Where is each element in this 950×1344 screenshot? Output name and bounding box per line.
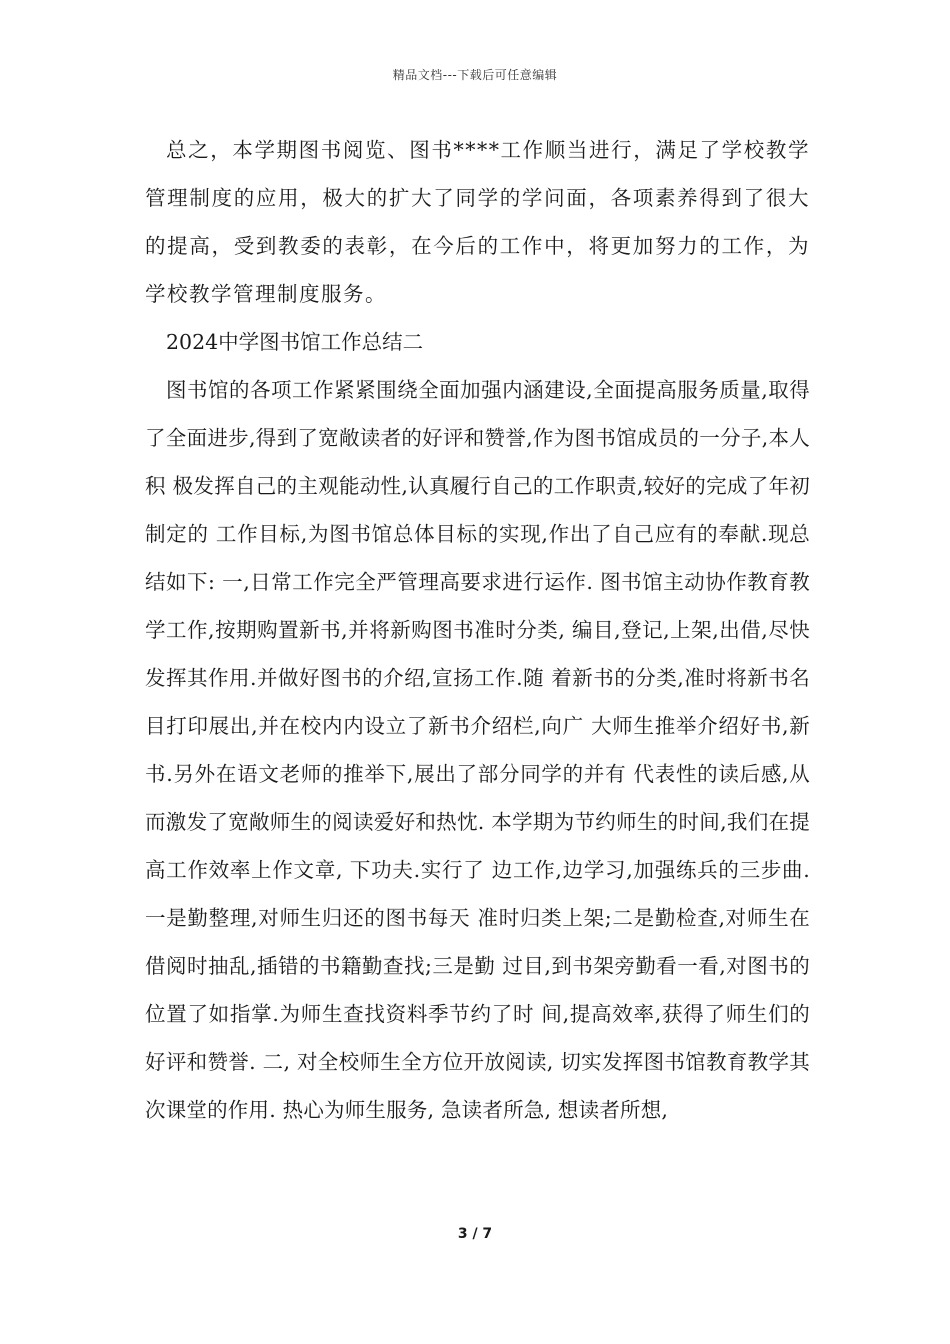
section-heading: 2024中学图书馆工作总结二 (166, 330, 424, 354)
summary-paragraph: 总之，本学期图书阅览、图书****工作顺当进行，满足了学校教学管理制度的应用，极大的扩大了同学的学问面，各项素养得到了很大的提高，受到教委的表彰，在今后的工作中，将更加努力的工作，为学校教学管理制度服务。 (145, 138, 810, 306)
page-number: 3 / 7 (457, 1226, 493, 1242)
page-header: 精品文档---下载后可任意编辑 (392, 68, 558, 82)
document-content (145, 126, 810, 1134)
body-paragraph: 图书馆的各项工作紧紧围绕全面加强内涵建设,全面提高服务质量,取得 了全面进步,得到了宽敞读者的好评和赞誉,作为图书馆成员的一分子,本人积 极发挥自己的主观能动性,认真履行自己的工作职责,较好的完成了年初制定的 工作目标,为图书馆总体目标的实现,作出了自己应有的奉献.现总结如下: 一,日常工作完全严管理高要求进行运作. 图书馆主动协作教育教学工作,按期购置新书,并将新购图书准时分类, 编目,登记,上架,出借,尽快发挥其作用.并做好图书的介绍,宣扬工作.随 着新书的分类,准时将新书名目打印展出,并在校内内设立了新书介绍栏,向广 大师生推举介绍好书,新书.另外在语文老师的推举下,展出了部分同学的并有 代表性的读后感,从而激发了宽敞师生的阅读爱好和热忱. 本学期为节约师生的时间,我们在提高工作效率上作文章, 下功夫.实行了 边工作,边学习,加强练兵的三步曲.一是勤整理,对师生归还的图书每天 准时归类上架;二是勤检查,对师生在借阅时抽乱,插错的书籍勤查找;三是勤 过目,到书架旁勤看一看,对图书的位置了如指掌.为师生查找资料季节约了时 间,提高效率,获得了师生们的好评和赞誉. 二, 对全校师生全方位开放阅读, 切实发挥图书馆教育教学其次课堂的作用. 热心为师生服务, 急读者所急, 想读者所想, (145, 378, 810, 1122)
